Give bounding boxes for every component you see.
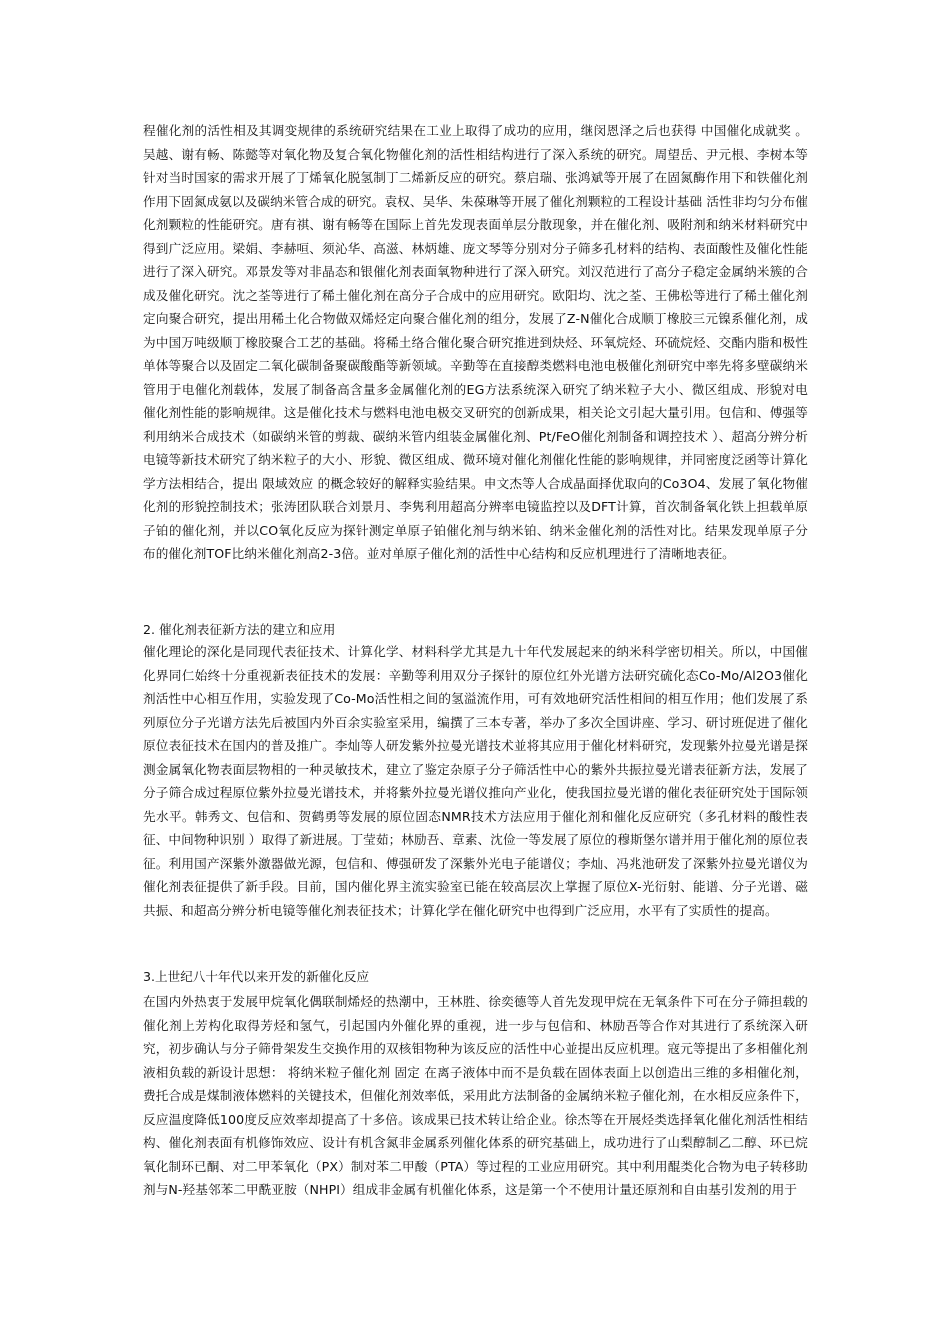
- paragraph-characterization-methods: 催化理论的深化是同现代表征技术、计算化学、材料科学尤其是九十年代发展起来的纳米科学密切相关。所以，中国催化界同仁始终十分重视新表征技术的发展：辛勤等利用双分子探针的原位红外光谱方法研究硫化态Co-Mo/Al2O3催化剂活性中心相互作用，实验发现了Co-Mo活性相之间的氢溢流作用，可有效地研究活性相间的相互作用；他们发展了系列原位分子光谱方法先后被国内外百余实验室采用，编撰了三本专著，举办了多次全国讲座、学习、研讨班促进了催化原位表征技术在国内的普及推广。李灿等人研发紫外拉曼光谱技术並将其应用于催化材料研究，发现紫外拉曼光谱是探测金属氧化物表面层物相的一种灵敏技术，建立了鉴定杂原子分子筛活性中心的紫外共振拉曼光谱表征新方法，发展了分子筛合成过程原位紫外拉曼光谱技术，并将紫外拉曼光谱仪推向产业化，使我国拉曼光谱的催化表征研究处于国际领先水平。韩秀文、包信和、贺鹤勇等发展的原位固态NMR技术方法应用于催化剂和催化反应研究（多孔材料的酸性表征、中间物种识别 ）取得了新进展。丁莹茹；林励吾、章素、沈俭一等发展了原位的穆斯堡尔谱并用于催化剂的原位表征。利用国产深紫外激器做光源，包信和、傅强研发了深紫外光电子能谱仪；李灿、冯兆池研发了深紫外拉曼光谱仪为催化剂表征提供了新手段。目前，国内催化界主流实验室已能在较高层次上掌握了原位X-光衍射、能谱、分子光谱、磁共振、和超高分辨分析电镜等催化剂表征技术；计算化学在催化研究中也得到广泛应用，水平有了实质性的提高。: [143, 644, 808, 918]
- paragraph-new-reactions: 在国内外热衷于发展甲烷氧化偶联制烯烃的热潮中，王林胜、徐奕德等人首先发现甲烷在无氧条件下可在分子筛担载的催化剂上芳构化取得芳烃和氢气，引起国内外催化界的重视，进一步与包信和、林励吾等合作对其进行了系统深入研究，初步确认与分子筛骨架发生交换作用的双核钼物种为该反应的活性中心並提出反应机理。寇元等提出了多相催化剂液相负载的新设计思想： 将纳米粒子催化剂 固定 在离子液体中而不是负载在固体表面上以创造出三维的多相催化剂，费托合成是煤制液体燃料的关键技术，但催化剂效率低，采用此方法制备的金属纳米粒子催化剂，在水相反应条件下，反应温度降低100度反应效率却提高了十多倍。该成果已技术转让给企业。徐杰等在开展烃类选择氧化催化剂活性相结构、催化剂表面有机修饰效应、设计有机含氮非金属系列催化体系的研究基础上，成功进行了山梨醇制乙二醇、环已烷氧化制环已酮、对二甲苯氧化（PX）制对苯二甲酸（PTA）等过程的工业应用研究。其中利用醌类化合物为电子转移助剂与N-羟基邻苯二甲酰亚胺（NHPI）组成非金属有机催化体系，这是第一个不使用计量还原剂和自由基引发剂的用于: [143, 994, 808, 1197]
- section-heading-new-reactions: 3.上世纪八十年代以来开发的新催化反应: [143, 969, 370, 984]
- section-heading-characterization: 2. 催化剂表征新方法的建立和应用: [143, 622, 336, 637]
- paragraph-catalyst-research: 程催化剂的活性相及其调变规律的系统研究结果在工业上取得了成功的应用，继闵恩泽之后也获得 中国催化成就奖 。吴越、谢有畅、陈懿等对氧化物及复合氧化物催化剂的活性相结构进行了深入系统的研究。周望岳、尹元根、李树本等针对当时国家的需求开展了丁烯氧化脱氢制丁二烯新反应的研究。蔡启瑞、张鸿斌等开展了在固氮酶作用下和铁催化剂作用下固氮成氨以及碳纳米管合成的研究。袁权、吴华、朱葆琳等开展了催化剂颗粒的工程设计基础 活性非均匀分布催化剂颗粒的性能研究。唐有祺、谢有畅等在国际上首先发现表面单层分散现象，并在催化剂、吸附剂和纳米材料研究中得到广泛应用。梁娟、李赫咺、须沁华、高滋、林炳雄、庞文琴等分别对分子筛多孔材料的结构、表面酸性及催化性能进行了深入研究。邓景发等对非晶态和银催化剂表面氧物种进行了深入研究。刘汉范进行了高分子稳定金属纳米簇的合成及催化研究。沈之荃等进行了稀土催化剂在高分子合成中的应用研究。欧阳均、沈之荃、王佛松等进行了稀土催化剂定向聚合研究，提出用稀土化合物做双烯烃定向聚合催化剂的组分，发展了Z-N催化合成顺丁橡胶三元镍系催化剂，成为中国万吨级顺丁橡胶聚合工艺的基础。将稀土络合催化聚合研究推进到炔烃、环氧烷烃、环硫烷烃、交酯内脂和极性单体等聚合以及固定二氧化碳制备聚碳酸酯等新领域。辛勤等在直接醇类燃料电池电极催化剂研究中率先将多壁碳纳米管用于电催化剂载体，发展了制备高含量多金属催化剂的EG方法系统深入研究了纳米粒子大小、微区组成、形貌对电催化剂性能的影响规律。这是催化技术与燃料电池电极交叉研究的创新成果，相关论文引起大量引用。包信和、傅强等利用纳米合成技术（如碳纳米管的剪裁、碳纳米管内组装金属催化剂、Pt/FeO催化剂制备和调控技术 ）、超高分辨分析电镜等新技术研究了纳米粒子的大小、形貌、微区组成、微环境对催化剂催化性能的影响规律，并同密度泛函等计算化学方法相结合，提出 限域效应 的概念较好的解释实验结果。申文杰等人合成晶面择优取向的Co3O4、发展了氧化物催化剂的形貌控制技术；张涛团队联合刘景月、李隽利用超高分辨率电镜监控以及DFT计算，首次制备氧化铁上担载单原子铂的催化剂，并以CO氧化反应为探针测定单原子铂催化剂与纳米铂、纳米金催化剂的活性对比。结果发现单原子分布的催化剂TOF比纳米催化剂高2-3倍。並对单原子催化剂的活性中心结构和反应机理进行了清晰地表征。: [143, 123, 808, 561]
